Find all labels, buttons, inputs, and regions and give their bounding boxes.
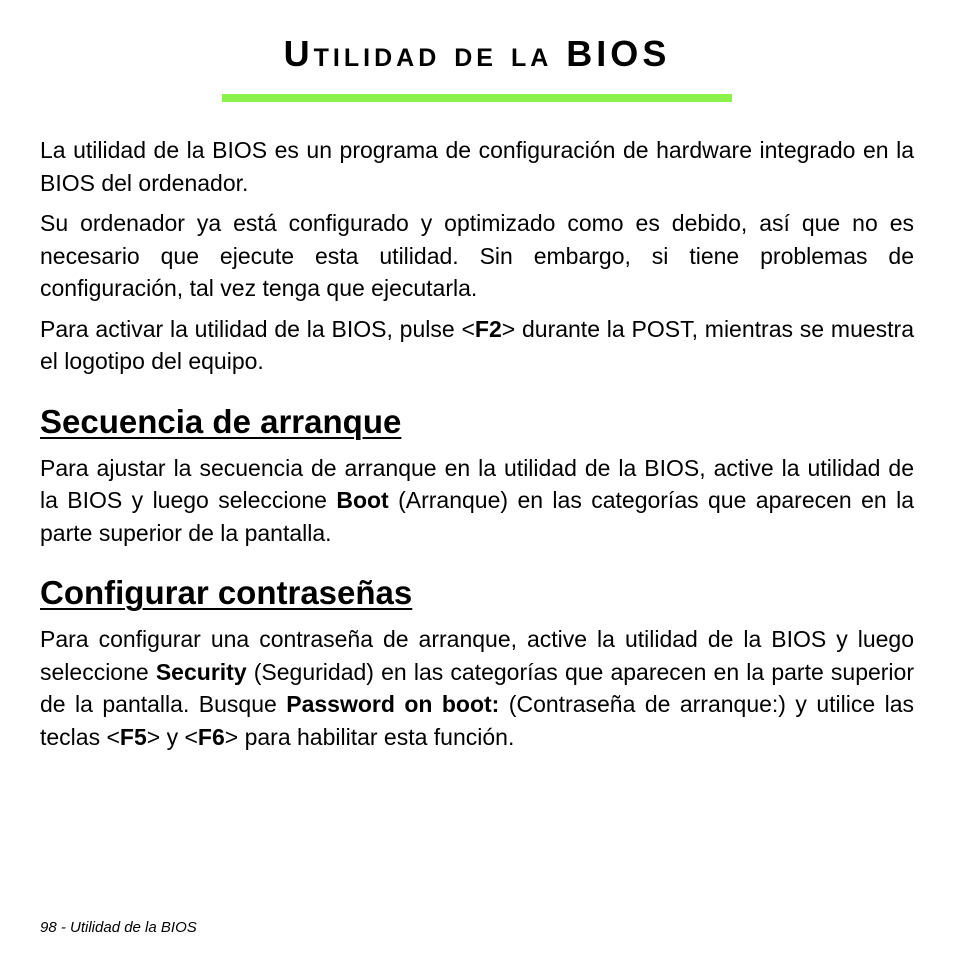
passwords-text-2: (Seguridad) en las categorías que aparecen en la parte superior de la pantalla. Busque (40, 658, 914, 717)
page-title: Utilidad de la BIOS (283, 33, 671, 74)
passwords-text-1: Para configurar una contraseña de arranque, active la utilidad de la BIOS y luego seleccione (40, 626, 914, 685)
document-body (40, 134, 914, 761)
f2-key: F2 (474, 315, 502, 342)
passwords-text-5: > para habilitar esta función. (224, 723, 515, 750)
page-footer: 98 - Utilidad de la BIOS (40, 919, 197, 936)
passwords-paragraph (40, 623, 914, 753)
f6-key: F6 (197, 723, 225, 750)
security-term: Security (155, 658, 247, 685)
boot-term: Boot (336, 487, 389, 513)
intro-paragraph-2-text: Su ordenador ya está configurado y optimizado como es debido, así que no es necesario que ejecute esta utilidad. Sin embargo, si tiene problemas de configuración, tal vez tenga que ejecutarla. (40, 210, 914, 301)
passwords-heading: Configurar contraseñas (40, 574, 413, 611)
boot-sequence-paragraph (40, 452, 914, 550)
intro-paragraph-1-text: La utilidad de la BIOS es un programa de configuración de hardware integrado en la BIOS del ordenador. (40, 137, 914, 196)
intro-paragraph-2 (40, 207, 914, 305)
boot-text-after: (Arranque) en las categorías que aparecen en la parte superior de la pantalla. (40, 487, 914, 546)
boot-text-before: Para ajustar la secuencia de arranque en la utilidad de la BIOS, active la utilidad de la BIOS y luego seleccione (40, 454, 914, 513)
intro-paragraph-3 (40, 313, 914, 378)
passwords-text-3: (Contraseña de arranque:) y utilice las teclas < (40, 691, 915, 750)
passwords-text-4: > y < (146, 723, 198, 750)
password-on-boot-term: Password on boot: (286, 691, 500, 717)
title-underline-rule (222, 94, 732, 102)
intro-paragraph-1 (40, 134, 914, 199)
boot-sequence-heading: Secuencia de arranque (40, 402, 402, 440)
intro-paragraph-3-text-before: Para activar la utilidad de la BIOS, pulse < (40, 315, 475, 342)
f5-key: F5 (119, 723, 147, 750)
intro-paragraph-3-text-after: > durante la POST, mientras se muestra el logotipo del equipo. (40, 315, 914, 374)
